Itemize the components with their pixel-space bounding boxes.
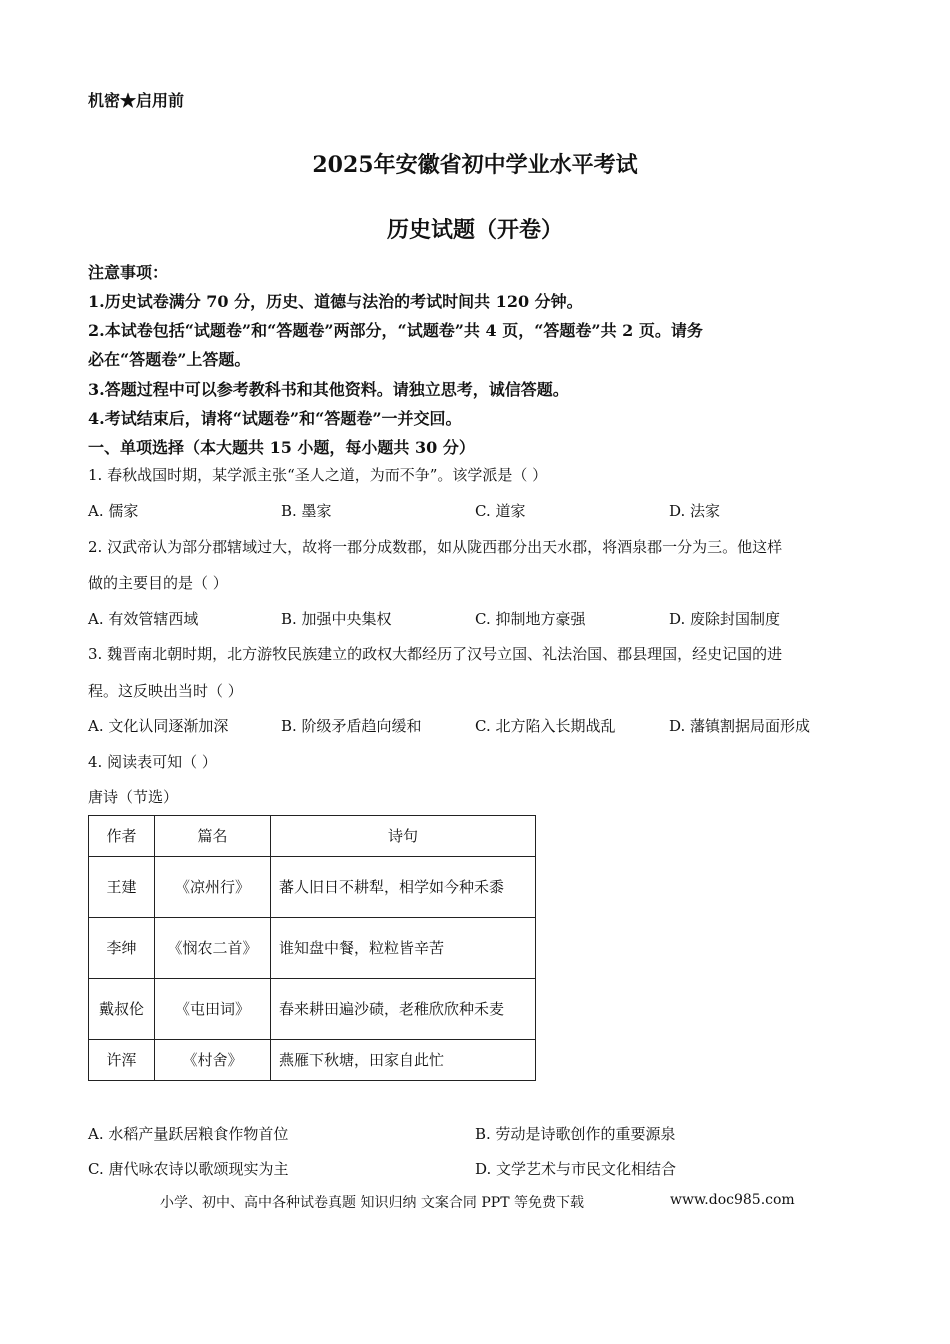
- table-cell: 李绅: [89, 918, 155, 979]
- table-cell: 《凉州行》: [155, 857, 271, 918]
- q3-option-d: D. 藩镇割据局面形成: [669, 717, 811, 735]
- table-cell: 许浑: [89, 1040, 155, 1081]
- q2-option-c: C. 抑制地方豪强: [475, 610, 586, 628]
- table-header-cell: 诗句: [271, 816, 536, 857]
- q3-option-c: C. 北方陷入长期战乱: [475, 717, 616, 735]
- table-cell: 燕雁下秋塘，田家自此忙: [271, 1040, 536, 1081]
- note-2b: 必在“答题卷”上答题。: [88, 350, 251, 369]
- q1-option-b: B. 墨家: [281, 502, 332, 520]
- table-caption: 唐诗（节选）: [88, 788, 179, 806]
- question-2-stem-line1: 2. 汉武帝认为部分郡辖域过大，故将一郡分成数郡，如从陇西郡分出天水郡，将酒泉郡一分为三。他这样: [88, 538, 783, 556]
- table-cell: 《村舍》: [155, 1040, 271, 1081]
- q4-option-a: A. 水稻产量跃居粮食作物首位: [88, 1125, 289, 1143]
- table-row: [89, 979, 536, 1040]
- q4-option-c: C. 唐代咏农诗以歌颂现实为主: [88, 1160, 289, 1178]
- q2-option-b: B. 加强中央集权: [281, 610, 392, 628]
- table-cell: 戴叔伦: [89, 979, 155, 1040]
- q3-option-a: A. 文化认同逐渐加深: [88, 717, 229, 735]
- note-2a: 2.本试卷包括“试题卷”和“答题卷”两部分，“试题卷”共 4 页，“答题卷”共 2 页。请务: [88, 321, 703, 340]
- table-cell: 《悯农二首》: [155, 918, 271, 979]
- table-cell: 蕃人旧日不耕犁，相学如今种禾黍: [271, 857, 536, 918]
- notes-heading: 注意事项：: [88, 263, 169, 282]
- q1-option-c: C. 道家: [475, 502, 526, 520]
- note-3: 3.答题过程中可以参考教科书和其他资料。请独立思考，诚信答题。: [88, 380, 569, 399]
- table-header-cell: 作者: [89, 816, 155, 857]
- q4-option-d: D. 文学艺术与市民文化相结合: [475, 1160, 677, 1178]
- table-row: [89, 1040, 536, 1081]
- table-cell: 春来耕田遍沙碛，老稚欣欣种禾麦: [271, 979, 536, 1040]
- question-2-stem-line2: 做的主要目的是（ ）: [88, 574, 228, 592]
- table-cell: 谁知盘中餐，粒粒皆辛苦: [271, 918, 536, 979]
- q3-option-b: B. 阶级矛盾趋向缓和: [281, 717, 422, 735]
- note-4: 4.考试结束后，请将“试题卷”和“答题卷”一并交回。: [88, 409, 462, 428]
- section-heading: 一、单项选择（本大题共 15 小题，每小题共 30 分）: [88, 438, 475, 457]
- q1-option-a: A. 儒家: [88, 502, 139, 520]
- q1-option-d: D. 法家: [669, 502, 721, 520]
- question-3-stem-line2: 程。这反映出当时（ ）: [88, 682, 243, 700]
- poem-table: [88, 815, 536, 1081]
- table-row: [89, 857, 536, 918]
- question-3-stem-line1: 3. 魏晋南北朝时期，北方游牧民族建立的政权大都经历了汉号立国、礼法治国、郡县理国，经史记国的进: [88, 645, 783, 663]
- table-header-row: [89, 816, 536, 857]
- table-row: [89, 918, 536, 979]
- table-cell: 王建: [89, 857, 155, 918]
- question-1-stem: 1. 春秋战国时期，某学派主张“圣人之道，为而不争”。该学派是（ ）: [88, 466, 548, 484]
- table-cell: 《屯田词》: [155, 979, 271, 1040]
- q4-option-b: B. 劳动是诗歌创作的重要源泉: [475, 1125, 676, 1143]
- question-4-stem: 4. 阅读表可知（ ）: [88, 753, 217, 771]
- exam-subtitle: 历史试题（开卷）: [386, 217, 563, 243]
- exam-title: 2025年安徽省初中学业水平考试: [312, 152, 638, 178]
- q2-option-d: D. 废除封国制度: [669, 610, 781, 628]
- q2-option-a: A. 有效管辖西域: [88, 610, 199, 628]
- footer-text: 小学、初中、高中各种试卷真题 知识归纳 文案合同 PPT 等免费下载: [160, 1195, 584, 1211]
- table-header-cell: 篇名: [155, 816, 271, 857]
- footer-url[interactable]: www.doc985.com: [670, 1192, 795, 1208]
- confidential-mark: 机密★启用前: [88, 91, 185, 110]
- note-1: 1.历史试卷满分 70 分，历史、道德与法治的考试时间共 120 分钟。: [88, 292, 583, 311]
